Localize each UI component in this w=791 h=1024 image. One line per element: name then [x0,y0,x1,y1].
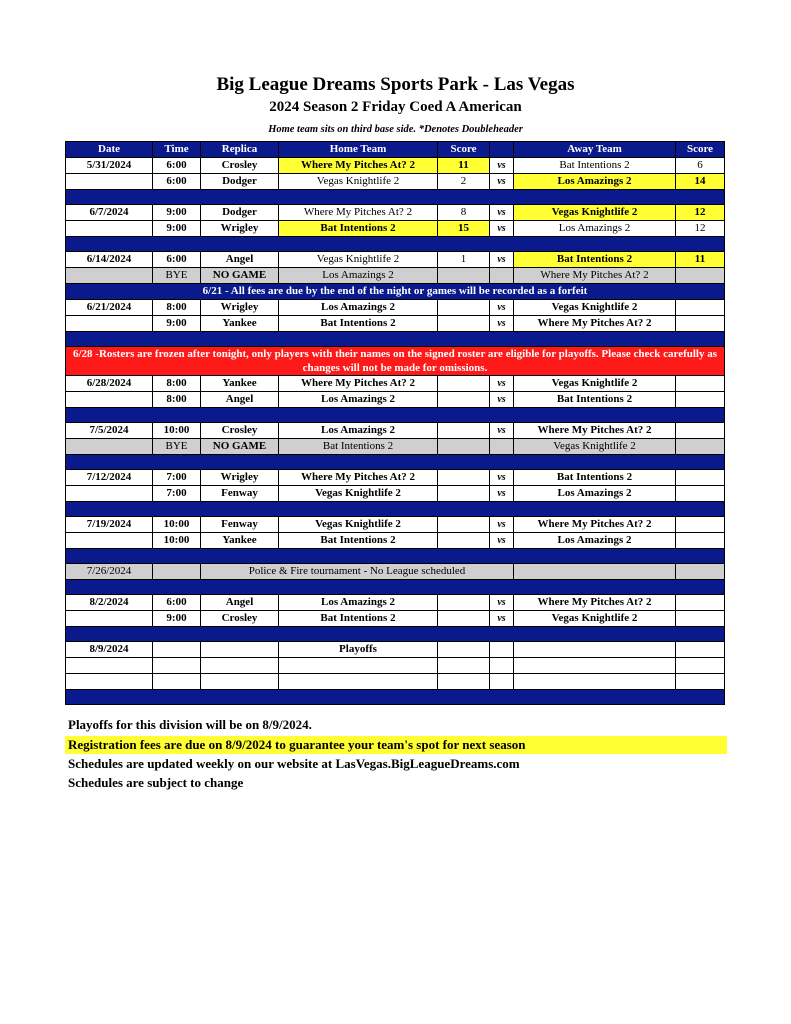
time-cell: 6:00 [153,174,201,190]
away-team-cell: Los Amazings 2 [514,221,676,237]
home-score-cell [438,268,490,284]
spacer-row [66,332,725,347]
replica-cell: Wrigley [201,470,279,486]
time-cell: 8:00 [153,392,201,408]
away-team-cell [514,658,676,674]
notice-text: 6/28 -Rosters are frozen after tonight, only players with their names on the signed roster are eligible for playoffs. Please check carefully as changes will not be made for omissions. [66,347,725,376]
table-row [66,595,725,611]
home-score-cell [438,658,490,674]
spacer-cell [66,580,725,595]
replica-cell: Fenway [201,486,279,502]
home-score-cell [438,439,490,455]
vs-cell: vs [490,611,514,627]
away-score-cell [676,486,725,502]
time-cell: 9:00 [153,221,201,237]
away-score-cell [676,439,725,455]
date-cell: 8/9/2024 [66,642,153,658]
away-score-cell: 14 [676,174,725,190]
away-team-cell [514,674,676,690]
spacer-cell [66,690,725,705]
away-score-cell [676,316,725,332]
time-cell: 9:00 [153,316,201,332]
away-team-cell [514,642,676,658]
date-cell [66,392,153,408]
vs-cell: vs [490,533,514,549]
spacer-cell [66,549,725,564]
away-team-cell: Vegas Knightlife 2 [514,439,676,455]
away-team-cell: Los Amazings 2 [514,174,676,190]
replica-cell: Crosley [201,158,279,174]
away-team-cell: Los Amazings 2 [514,533,676,549]
date-cell: 6/7/2024 [66,205,153,221]
vs-cell: vs [490,423,514,439]
away-score-cell [676,674,725,690]
replica-cell: Angel [201,252,279,268]
time-cell [153,642,201,658]
away-team-cell: Where My Pitches At? 2 [514,517,676,533]
no-league-row [66,564,725,580]
spacer-row [66,502,725,517]
home-score-cell: 15 [438,221,490,237]
vs-cell: vs [490,174,514,190]
home-score-cell [438,674,490,690]
spacer-cell [66,627,725,642]
replica-cell: Crosley [201,423,279,439]
date-cell [66,533,153,549]
date-cell: 7/5/2024 [66,423,153,439]
vs-cell: vs [490,316,514,332]
home-team-cell: Where My Pitches At? 2 [279,158,438,174]
bye-row [66,439,725,455]
table-row [66,517,725,533]
replica-cell [201,658,279,674]
home-score-cell [438,376,490,392]
table-row [66,642,725,658]
time-cell: 6:00 [153,595,201,611]
spacer-row [66,549,725,564]
away-score-cell: 11 [676,252,725,268]
replica-cell: Yankee [201,533,279,549]
home-team-cell: Bat Intentions 2 [279,611,438,627]
date-cell [66,221,153,237]
home-score-cell [438,486,490,502]
home-score-cell [438,470,490,486]
time-cell: 6:00 [153,252,201,268]
table-row [66,221,725,237]
vs-cell [490,658,514,674]
home-score-cell: 11 [438,158,490,174]
spacer-row [66,408,725,423]
home-team-cell: Vegas Knightlife 2 [279,517,438,533]
time-cell: 7:00 [153,486,201,502]
table-row [66,205,725,221]
table-row [66,158,725,174]
away-team-cell: Bat Intentions 2 [514,392,676,408]
replica-cell: Yankee [201,316,279,332]
spacer-row [66,580,725,595]
footer-change-note: Schedules are subject to change [68,775,244,790]
schedule-table [65,141,725,705]
home-team-cell: Vegas Knightlife 2 [279,252,438,268]
time-cell [153,564,201,580]
table-row [66,174,725,190]
spacer-row [66,627,725,642]
spacer-cell [66,190,725,205]
away-team-cell: Bat Intentions 2 [514,470,676,486]
col-header-date: Date [66,142,153,158]
spacer-cell [66,455,725,470]
home-score-cell [438,517,490,533]
table-row [66,533,725,549]
table-row [66,486,725,502]
vs-cell: vs [490,221,514,237]
time-cell: BYE [153,268,201,284]
no-league-text: Police & Fire tournament - No League scheduled [201,564,514,580]
home-team-cell: Los Amazings 2 [279,392,438,408]
table-row [66,470,725,486]
home-team-cell [279,658,438,674]
home-team-cell: Where My Pitches At? 2 [279,470,438,486]
fee-notice-row [66,284,725,300]
home-score-cell: 1 [438,252,490,268]
time-cell [153,674,201,690]
spacer-row [66,190,725,205]
home-team-cell [279,674,438,690]
spacer-cell [66,332,725,347]
date-cell [66,439,153,455]
table-row [66,423,725,439]
table-row [66,252,725,268]
home-score-cell [438,642,490,658]
replica-cell: Crosley [201,611,279,627]
away-score-cell [676,300,725,316]
roster-alert-row [66,347,725,376]
schedule-note: Home team sits on third base side. *Denotes Doubleheader [268,124,523,135]
spacer-cell [66,502,725,517]
col-header-home-score: Score [438,142,490,158]
time-cell: 8:00 [153,300,201,316]
vs-cell: vs [490,252,514,268]
away-team-cell: Bat Intentions 2 [514,158,676,174]
home-team-cell: Bat Intentions 2 [279,533,438,549]
time-cell: 9:00 [153,611,201,627]
vs-cell: vs [490,300,514,316]
away-score-cell [676,268,725,284]
away-team-cell: Vegas Knightlife 2 [514,611,676,627]
spacer-row [66,690,725,705]
spacer-row [66,455,725,470]
away-score-cell: 12 [676,205,725,221]
away-score-cell [676,564,725,580]
away-score-cell [676,423,725,439]
page-subtitle: 2024 Season 2 Friday Coed A American [269,99,522,115]
home-team-cell: Playoffs [279,642,438,658]
replica-cell [201,674,279,690]
footer-registration-note: Registration fees are due on 8/9/2024 to guarantee your team's spot for next season [65,736,727,754]
away-score-cell [676,611,725,627]
vs-cell: vs [490,486,514,502]
table-row [66,611,725,627]
away-team-cell: Vegas Knightlife 2 [514,300,676,316]
vs-cell [490,642,514,658]
home-score-cell [438,533,490,549]
away-team-cell: Where My Pitches At? 2 [514,316,676,332]
away-team-cell: Vegas Knightlife 2 [514,376,676,392]
away-team-cell [514,564,676,580]
away-score-cell [676,642,725,658]
home-team-cell: Los Amazings 2 [279,595,438,611]
replica-cell: Dodger [201,205,279,221]
col-header-home-team: Home Team [279,142,438,158]
time-cell: 9:00 [153,205,201,221]
vs-cell: vs [490,205,514,221]
home-score-cell [438,392,490,408]
time-cell: 10:00 [153,423,201,439]
home-score-cell [438,595,490,611]
date-cell: 6/28/2024 [66,376,153,392]
away-score-cell [676,392,725,408]
home-team-cell: Bat Intentions 2 [279,439,438,455]
date-cell: 6/21/2024 [66,300,153,316]
table-row [66,658,725,674]
date-cell: 6/14/2024 [66,252,153,268]
date-cell [66,674,153,690]
home-score-cell [438,423,490,439]
table-header-row [66,142,725,158]
date-cell [66,486,153,502]
home-score-cell: 8 [438,205,490,221]
replica-cell: Fenway [201,517,279,533]
time-cell [153,658,201,674]
date-cell: 8/2/2024 [66,595,153,611]
date-cell [66,658,153,674]
replica-cell: NO GAME [201,268,279,284]
replica-cell: Dodger [201,174,279,190]
table-row [66,392,725,408]
replica-cell: Wrigley [201,300,279,316]
away-score-cell: 6 [676,158,725,174]
date-cell: 7/19/2024 [66,517,153,533]
spacer-cell [66,237,725,252]
vs-cell: vs [490,392,514,408]
table-row [66,300,725,316]
home-team-cell: Los Amazings 2 [279,300,438,316]
home-score-cell [438,316,490,332]
replica-cell [201,642,279,658]
date-cell: 7/12/2024 [66,470,153,486]
home-team-cell: Bat Intentions 2 [279,316,438,332]
home-team-cell: Los Amazings 2 [279,423,438,439]
home-score-cell [438,300,490,316]
time-cell: 8:00 [153,376,201,392]
footer-playoffs-note: Playoffs for this division will be on 8/9/2024. [68,717,312,732]
table-row [66,316,725,332]
table-row [66,376,725,392]
home-team-cell: Vegas Knightlife 2 [279,486,438,502]
time-cell: 10:00 [153,517,201,533]
away-score-cell [676,376,725,392]
home-team-cell: Los Amazings 2 [279,268,438,284]
away-team-cell: Where My Pitches At? 2 [514,268,676,284]
table-row [66,674,725,690]
bye-row [66,268,725,284]
home-team-cell: Vegas Knightlife 2 [279,174,438,190]
away-team-cell: Where My Pitches At? 2 [514,423,676,439]
replica-cell: Yankee [201,376,279,392]
away-score-cell [676,595,725,611]
page-title: Big League Dreams Sports Park - Las Vegas [216,74,575,95]
replica-cell: Angel [201,392,279,408]
away-score-cell: 12 [676,221,725,237]
vs-cell: vs [490,517,514,533]
away-team-cell: Vegas Knightlife 2 [514,205,676,221]
home-score-cell [438,611,490,627]
time-cell: BYE [153,439,201,455]
vs-cell [490,439,514,455]
vs-cell: vs [490,470,514,486]
away-team-cell: Bat Intentions 2 [514,252,676,268]
footer-website-note: Schedules are updated weekly on our website at LasVegas.BigLeagueDreams.com [68,756,520,771]
date-cell [66,316,153,332]
vs-cell [490,268,514,284]
spacer-row [66,237,725,252]
vs-cell [490,674,514,690]
away-score-cell [676,533,725,549]
time-cell: 6:00 [153,158,201,174]
col-header-away-score: Score [676,142,725,158]
time-cell: 7:00 [153,470,201,486]
away-team-cell: Where My Pitches At? 2 [514,595,676,611]
away-score-cell [676,658,725,674]
home-team-cell: Where My Pitches At? 2 [279,376,438,392]
date-cell [66,174,153,190]
date-cell [66,268,153,284]
replica-cell: NO GAME [201,439,279,455]
away-score-cell [676,517,725,533]
col-header-replica: Replica [201,142,279,158]
date-cell: 5/31/2024 [66,158,153,174]
notice-text: 6/21 - All fees are due by the end of the night or games will be recorded as a forfeit [66,284,725,300]
date-cell [66,611,153,627]
home-score-cell: 2 [438,174,490,190]
vs-cell: vs [490,376,514,392]
col-header-vs [490,142,514,158]
vs-cell: vs [490,595,514,611]
away-team-cell: Los Amazings 2 [514,486,676,502]
date-cell: 7/26/2024 [66,564,153,580]
replica-cell: Angel [201,595,279,611]
col-header-away-team: Away Team [514,142,676,158]
away-score-cell [676,470,725,486]
vs-cell: vs [490,158,514,174]
home-team-cell: Bat Intentions 2 [279,221,438,237]
time-cell: 10:00 [153,533,201,549]
spacer-cell [66,408,725,423]
home-team-cell: Where My Pitches At? 2 [279,205,438,221]
col-header-time: Time [153,142,201,158]
replica-cell: Wrigley [201,221,279,237]
